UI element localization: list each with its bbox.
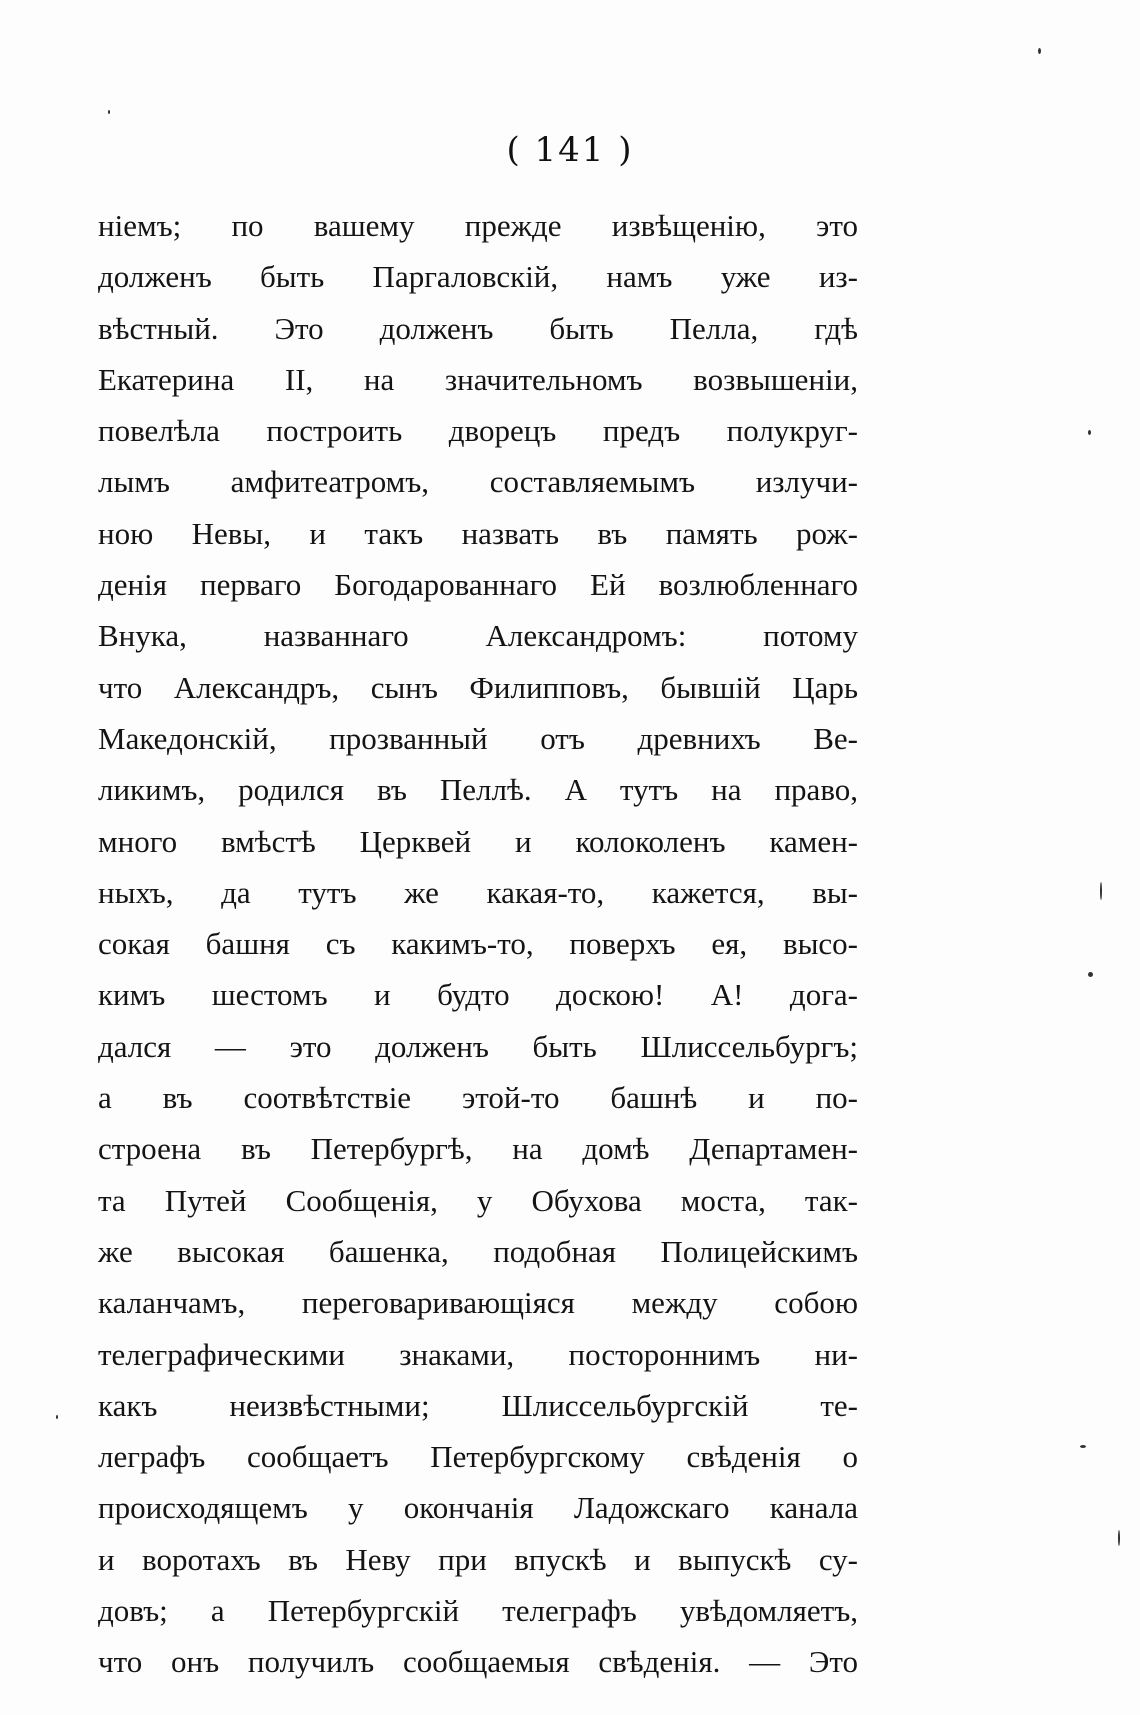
text-line: ныхъ, да тутъ же какая-то, кажется, вы- [98,874,858,910]
text-line: какъ неизвѣстными; Шлиссельбургскій те- [98,1387,858,1423]
text-line: много вмѣстѣ Церквей и колоколенъ камен- [98,823,858,859]
text-line: Македонскій, прозванный отъ древнихъ Ве- [98,720,858,756]
text-line: дался — это долженъ быть Шлиссельбургъ; [98,1028,858,1064]
text-line: и воротахъ въ Неву при впускѣ и выпускѣ су- [98,1541,858,1577]
print-speck [56,1415,58,1419]
page-number: ( 141 ) [506,130,634,170]
text-line: повелѣла построить дворецъ предъ полукруг- [98,413,858,449]
print-speck [1038,48,1041,54]
text-line: что онъ получилъ сообщаемыя свѣденія. — Это [98,1644,858,1680]
text-line: строена въ Петербургѣ, на домѣ Департамен- [98,1131,858,1167]
text-line: ликимъ, родился въ Пеллѣ. А тутъ на право, [98,772,858,808]
text-line: каланчамъ, переговаривающіяся между собою [98,1285,858,1321]
print-speck [1088,972,1093,977]
text-line: лымъ амфитеатромъ, составляемымъ излучи- [98,464,858,500]
text-line: долженъ быть Паргаловскій, намъ уже из- [98,259,858,295]
text-line: Внука, названнаго Александромъ: потому [98,618,858,654]
body-text [98,200,858,1688]
print-speck [1088,430,1091,435]
text-line: кимъ шестомъ и будто доскою! А! дога- [98,977,858,1013]
text-line: довъ; а Петербургскій телеграфъ увѣдомляетъ, [98,1593,858,1629]
text-line: Екатерина II, на значительномъ возвышеніи, [98,361,858,397]
text-line: же высокая башенка, подобная Полицейскимъ [98,1233,858,1269]
text-line: денія перваго Богодарованнаго Ей возлюбленнаго [98,567,858,603]
text-line: та Путей Сообщенія, у Обухова моста, так- [98,1182,858,1218]
text-line: а въ соотвѣтствіе этой-то башнѣ и по- [98,1080,858,1116]
print-speck [1080,1445,1086,1448]
text-line: вѣстный. Это долженъ быть Пелла, гдѣ [98,310,858,346]
text-line: что Александръ, сынъ Филипповъ, бывшій Царь [98,669,858,705]
print-speck [108,110,110,114]
text-line: сокая башня съ какимъ-то, поверхъ ея, высо- [98,926,858,962]
text-line: телеграфическими знаками, постороннимъ ни- [98,1336,858,1372]
text-line: леграфъ сообщаетъ Петербургскому свѣденія о [98,1439,858,1475]
print-speck [1118,1530,1120,1546]
text-line: ніемъ; по вашему прежде извѣщенію, это [98,208,858,243]
text-line: происходящемъ у окончанія Ладожскаго канала [98,1490,858,1526]
text-line: ною Невы, и такъ назвать въ память рож- [98,515,858,551]
print-speck [1100,882,1102,900]
